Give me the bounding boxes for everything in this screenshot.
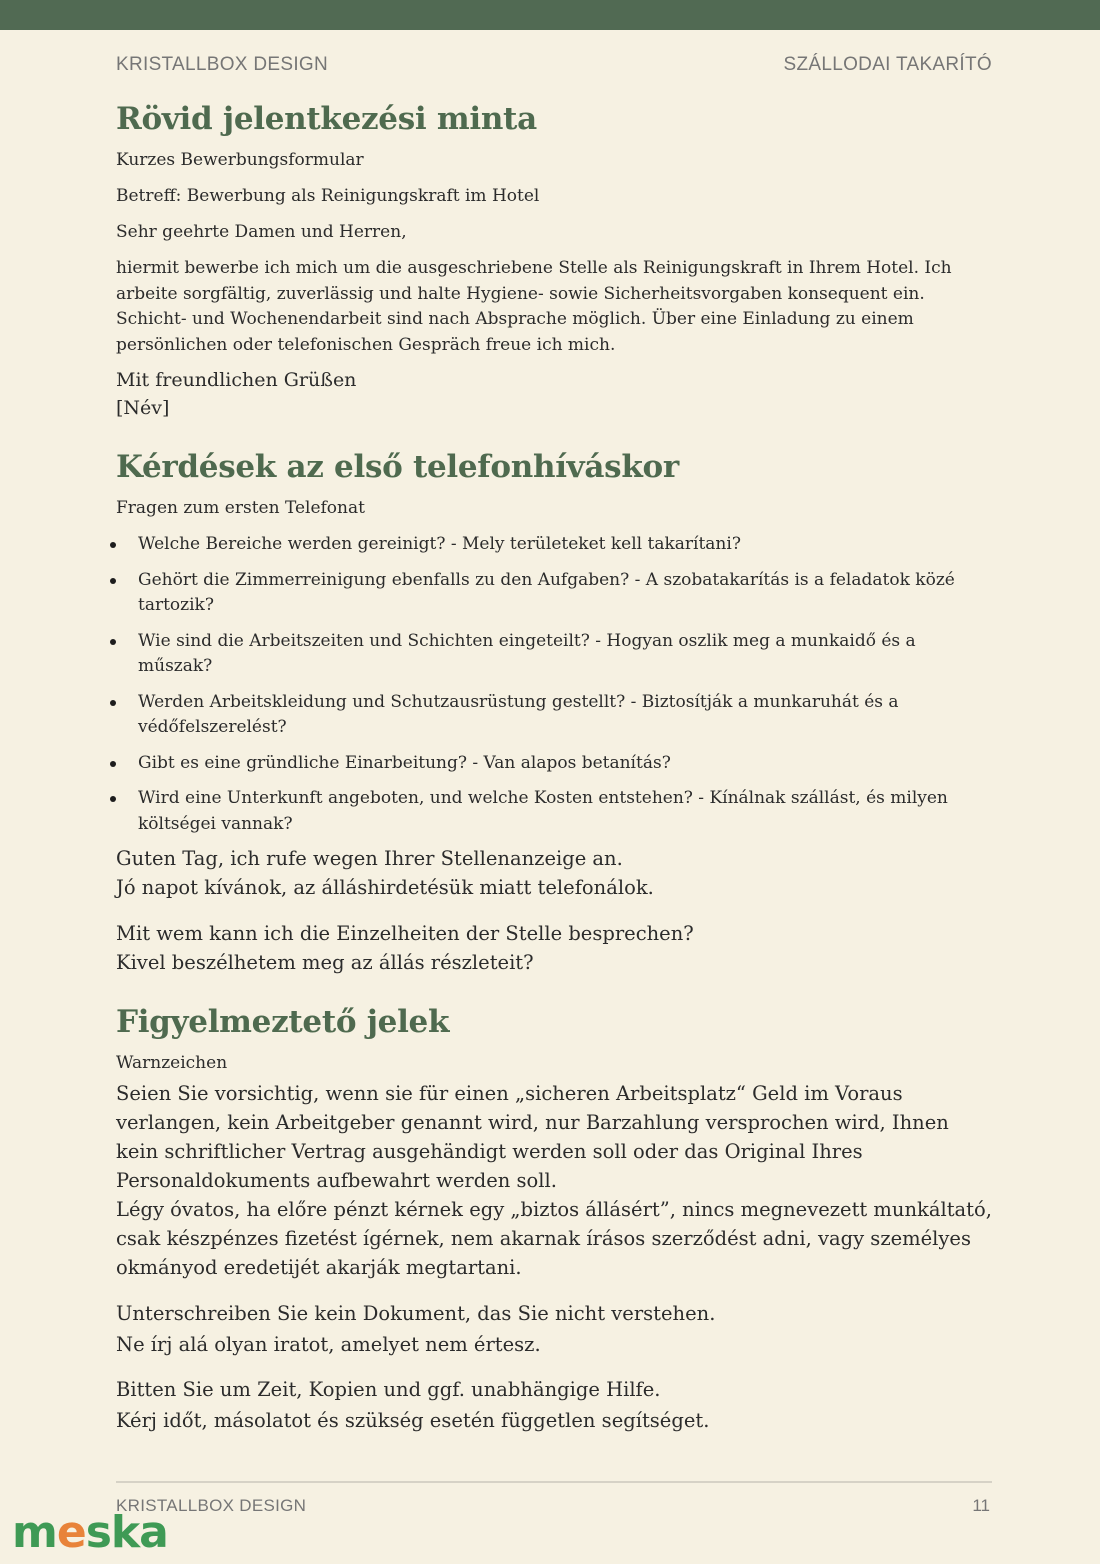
phrase-hu: Kivel beszélhetem meg az állás részleteit? xyxy=(116,951,534,974)
list-item: Wie sind die Arbeitszeiten und Schichten eingeteilt? - Hogyan oszlik meg a munkaidő és a műszak? xyxy=(116,629,992,680)
tip-pair-1 xyxy=(116,1298,992,1360)
phrase-hu: Jó napot kívánok, az álláshirdetésük miatt telefonálok. xyxy=(116,876,654,899)
section-title-application: Rövid jelentkezési minta xyxy=(116,101,537,137)
footer-brand: KRISTALLBOX DESIGN xyxy=(116,1496,307,1515)
list-item: Welche Bereiche werden gereinigt? - Mely területeket kell takarítani? xyxy=(116,532,992,558)
letter-name-placeholder: [Név] xyxy=(116,397,170,419)
phrase-pair-1 xyxy=(116,844,992,902)
phrase-pair-2 xyxy=(116,919,992,977)
section-title-phone: Kérdések az első telefonhíváskor xyxy=(116,449,679,485)
letter-closing: Mit freundlichen Grüßen xyxy=(116,369,357,391)
tip-de: Unterschreiben Sie kein Dokument, das Sie nicht verstehen. xyxy=(116,1302,716,1325)
page-content xyxy=(116,96,992,1436)
question-list xyxy=(116,532,992,837)
top-color-bar xyxy=(0,0,1100,30)
phrase-de: Mit wem kann ich die Einzelheiten der Stelle besprechen? xyxy=(116,922,694,945)
letter-salutation: Sehr geehrte Damen und Herren, xyxy=(116,222,407,242)
section-application-sample xyxy=(116,96,992,422)
page-footer xyxy=(116,1496,992,1518)
section-subtitle-phone: Fragen zum ersten Telefonat xyxy=(116,498,365,518)
meska-watermark-logo: meska xyxy=(12,1507,168,1558)
section-subtitle-warning: Warnzeichen xyxy=(116,1053,228,1073)
letter-body: hiermit bewerbe ich mich um die ausgeschriebene Stelle als Reinigungskraft in Ihrem Hotel. Ich arbeite sorgfältig, zuverlässig und halte Hygiene- sowie Sicherheitsvorgaben konsequent ein. Schicht- und Wochenendarbeit sind nach Absprache möglich. Über eine Einladung zu einem persönlichen oder telefonischen Gespräch freue ich mich. xyxy=(116,258,952,355)
footer-divider xyxy=(116,1481,992,1483)
warning-text-de: Seien Sie vorsichtig, wenn sie für einen „sicheren Arbeitsplatz“ Geld im Voraus verlangen, kein Arbeitgeber genannt wird, nur Barzahlung versprochen wird, Ihnen kein schriftlicher Vertrag ausgehändigt werden soll oder das Original Ihres Personaldokuments aufbewahrt werden soll. xyxy=(116,1082,949,1192)
page-header xyxy=(116,54,992,78)
list-item: Werden Arbeitskleidung und Schutzausrüstung gestellt? - Biztosítják a munkaruhát és a védőfelszerelést? xyxy=(116,690,992,741)
tip-pair-2 xyxy=(116,1374,992,1436)
list-item: Gehört die Zimmerreinigung ebenfalls zu den Aufgaben? - A szobatakarítás is a feladatok közé tartozik? xyxy=(116,568,992,619)
section-phone-questions xyxy=(116,444,992,977)
header-topic: SZÁLLODAI TAKARÍTÓ xyxy=(783,54,992,75)
list-item: Gibt es eine gründliche Einarbeitung? - Van alapos betanítás? xyxy=(116,751,992,777)
tip-de: Bitten Sie um Zeit, Kopien und ggf. unabhängige Hilfe. xyxy=(116,1378,661,1401)
section-warning-signs xyxy=(116,999,992,1436)
letter-subject: Betreff: Bewerbung als Reinigungskraft im Hotel xyxy=(116,186,540,206)
section-subtitle-application: Kurzes Bewerbungsformular xyxy=(116,150,364,170)
list-item: Wird eine Unterkunft angeboten, und welche Kosten entstehen? - Kínálnak szállást, és milyen költségei vannak? xyxy=(116,786,992,837)
tip-hu: Kérj időt, másolatot és szükség esetén független segítséget. xyxy=(116,1409,710,1432)
section-title-warning: Figyelmeztető jelek xyxy=(116,1004,450,1040)
phrase-de: Guten Tag, ich rufe wegen Ihrer Stellenanzeige an. xyxy=(116,847,623,870)
tip-hu: Ne írj alá olyan iratot, amelyet nem értesz. xyxy=(116,1333,541,1356)
page-number: 11 xyxy=(972,1496,990,1515)
header-brand: KRISTALLBOX DESIGN xyxy=(116,54,328,75)
warning-text-hu: Légy óvatos, ha előre pénzt kérnek egy „biztos állásért”, nincs megnevezett munkáltató, csak készpénzes fizetést ígérnek, nem akarnak írásos szerződést adni, vagy személyes okmányod eredetijét akarják megtartani. xyxy=(116,1198,992,1279)
